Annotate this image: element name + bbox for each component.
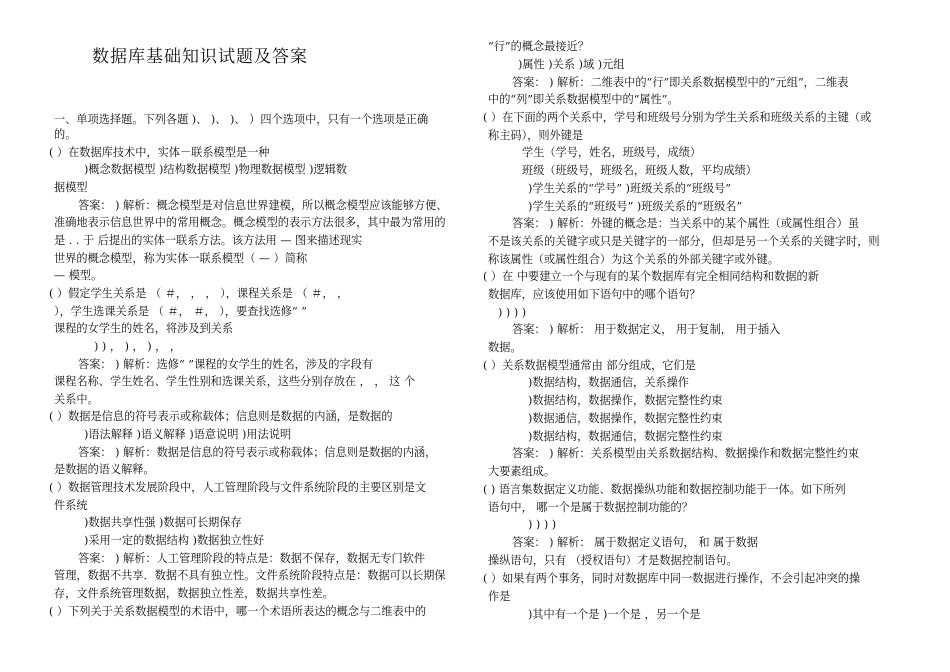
right-text-line: )数据结构，数据操作，数据完整性约束: [528, 394, 723, 407]
right-text-line: )学生关系的“学号” )班级关系的“班级号”: [528, 182, 731, 195]
left-text-line: ( ）在数据库技术中，实体－联系模型是一种: [49, 146, 270, 159]
right-text-line: )属性 )关系 )域 )元组: [518, 58, 625, 71]
left-text-line: 件系统: [54, 499, 88, 512]
right-text-line: ( ）关系数据模型通常由 部分组成，它们是: [483, 359, 696, 372]
right-text-line: 中的“列”即关系数据模型中的“属性”。: [488, 93, 679, 106]
left-text-line: )数据共享性强 )数据可长期保存: [84, 516, 242, 529]
left-text-line: 一、单项选择题。下列各题 )、 )、 )、 ）四个选项中，只有一个选项是正确: [54, 113, 429, 126]
left-text-line: 关系中。: [54, 393, 99, 406]
right-text-line: 不是该关系的关键字或只是关键字的一部分，但却是另一个关系的关键字时，则: [488, 235, 880, 248]
right-text-line: 答案： ) 解析：外键的概念是：当关系中的某个属性（或属性组合）虽: [512, 217, 860, 230]
right-text-line: )数据通信，数据操作，数据完整性约束: [528, 412, 723, 425]
left-text-line: ），学生选课关系是 （ ＃， ＃， ），要查找选修“ ”: [54, 305, 307, 318]
right-text-line: 答案： ) 解析：关系模型由关系数据结构、数据操作和数据完整性约束: [512, 447, 860, 460]
right-text-line: 作是: [488, 590, 511, 603]
left-text-line: 存，文件系统管理数据，数据独立性差，数据共享性差。: [54, 587, 334, 600]
right-text-line: 大要素组成。: [488, 465, 556, 478]
right-text-line: 答案： ) 解析： 属于数据定义语句， 和 属于数据: [512, 536, 758, 549]
left-text-line: 据模型: [54, 181, 88, 194]
left-text-line: 课程名称、学生姓名、学生性别和选课关系，这些分别存放在 ， ， 这 个: [54, 375, 416, 388]
left-text-line: 答案： ) 解析：概念模型是对信息世界建模，所以概念模型应该能够方便、: [78, 199, 448, 212]
right-text-line: )数据结构，数据通信，关系操作: [528, 376, 689, 389]
left-text-line: ( ）假定学生关系是 （ ＃， ， ， ），课程关系是 （ ＃， ，: [49, 287, 349, 300]
left-text-line: ) ) ， ) ， ) ， ，: [94, 340, 182, 353]
left-text-line: 答案： ) 解析：人工管理阶段的特点是：数据不保存，数据无专门软件: [78, 552, 426, 565]
left-text-line: ( ）下列关于关系数据模型的术语中，哪一个术语所表达的概念与二维表中的: [49, 605, 427, 618]
right-text-line: 操纵语句，只有 （授权语句）才是数据控制语句。: [488, 554, 738, 567]
left-text-line: ( ）数据管理技术发展阶段中，人工管理阶段与文件系统阶段的主要区别是文: [49, 481, 427, 494]
right-text-line: 答案： ) 解析：二维表中的“行”即关系数据模型中的“元组”，二维表: [512, 76, 849, 89]
left-text-line: 答案： ) 解析：数据是信息的符号表示或称载体；信息则是数据的内涵，: [78, 446, 437, 459]
right-text-line: ( ）在下面的两个关系中，学号和班级号分别为学生关系和班级关系的主键（或: [483, 111, 872, 124]
right-text-line: )其中有一个是 )一个是 ，另一个是: [528, 608, 701, 621]
left-text-line: 管理，数据不共享．数据不具有独立性。文件系统阶段特点是：数据可以长期保: [54, 569, 446, 582]
left-text-line: ( ）数据是信息的符号表示或称载体；信息则是数据的内涵，是数据的: [49, 410, 393, 423]
right-text-line: “行”的概念最接近？: [488, 40, 589, 53]
right-text-line: 学生（学号，姓名，班级号，成绩）: [522, 146, 702, 159]
left-text-line: 是数据的语义解释。: [54, 463, 155, 476]
right-text-line: )学生关系的“班级号” )班级关系的“班级名”: [528, 200, 743, 213]
left-text-line: )语法解释 )语义解释 )语意说明 )用法说明: [84, 428, 292, 441]
right-text-line: ( ) 语言集数据定义功能、数据操纵功能和数据控制功能于一体。如下所列: [483, 483, 846, 496]
left-text-line: )采用一定的数据结构 )数据独立性好: [84, 534, 265, 547]
right-text-line: 称该属性（或属性组合）为这个关系的外部关键字或外键。: [488, 253, 779, 266]
right-text-line: ( ）在 中要建立一个与现有的某个数据库有完全相同结构和数据的新: [483, 270, 819, 283]
left-text-line: 准确地表示信息世界中的常用概念。概念模型的表示方法很多，其中最为常用的: [54, 216, 446, 229]
right-text-line: 班级（班级号，班级名，班级人数，平均成绩）: [522, 164, 757, 177]
left-text-line: )概念数据模型 )结构数据模型 )物理数据模型 )逻辑数: [84, 163, 348, 176]
right-text-line: ) ) ) ): [498, 306, 527, 319]
right-text-line: 称主码），则外键是: [488, 129, 584, 142]
right-text-line: 语句中， 哪一个是属于数据控制功能的？: [488, 501, 693, 514]
document-title: 数据库基础知识试题及答案: [92, 47, 308, 67]
left-text-line: 世界的概念模型，称为实体一联系模型（ — ）简称: [54, 252, 308, 265]
right-text-line: 数据。: [488, 341, 522, 354]
left-text-line: 的。: [54, 128, 77, 141]
right-text-line: )数据结构，数据通信，数据完整性约束: [528, 430, 723, 443]
left-text-line: — 模型。: [54, 269, 103, 282]
left-text-line: 是 . . 于 后提出的实体一联系方法。该方法用 — 图来描述现实: [54, 234, 363, 247]
left-text-line: 课程的女学生的姓名，将涉及到关系: [54, 322, 234, 335]
right-text-line: ( ）如果有两个事务，同时对数据库中同一数据进行操作，不会引起冲突的操: [483, 572, 861, 585]
right-text-line: 数据库，应该使用如下语句中的哪个语句？: [488, 288, 701, 301]
left-text-line: 答案： ) 解析：选修“ ”课程的女学生的姓名，涉及的字段有: [78, 358, 373, 371]
right-text-line: 答案： ) 解析： 用于数据定义， 用于复制， 用于插入: [512, 323, 781, 336]
right-text-line: ) ) ) ): [528, 518, 557, 531]
